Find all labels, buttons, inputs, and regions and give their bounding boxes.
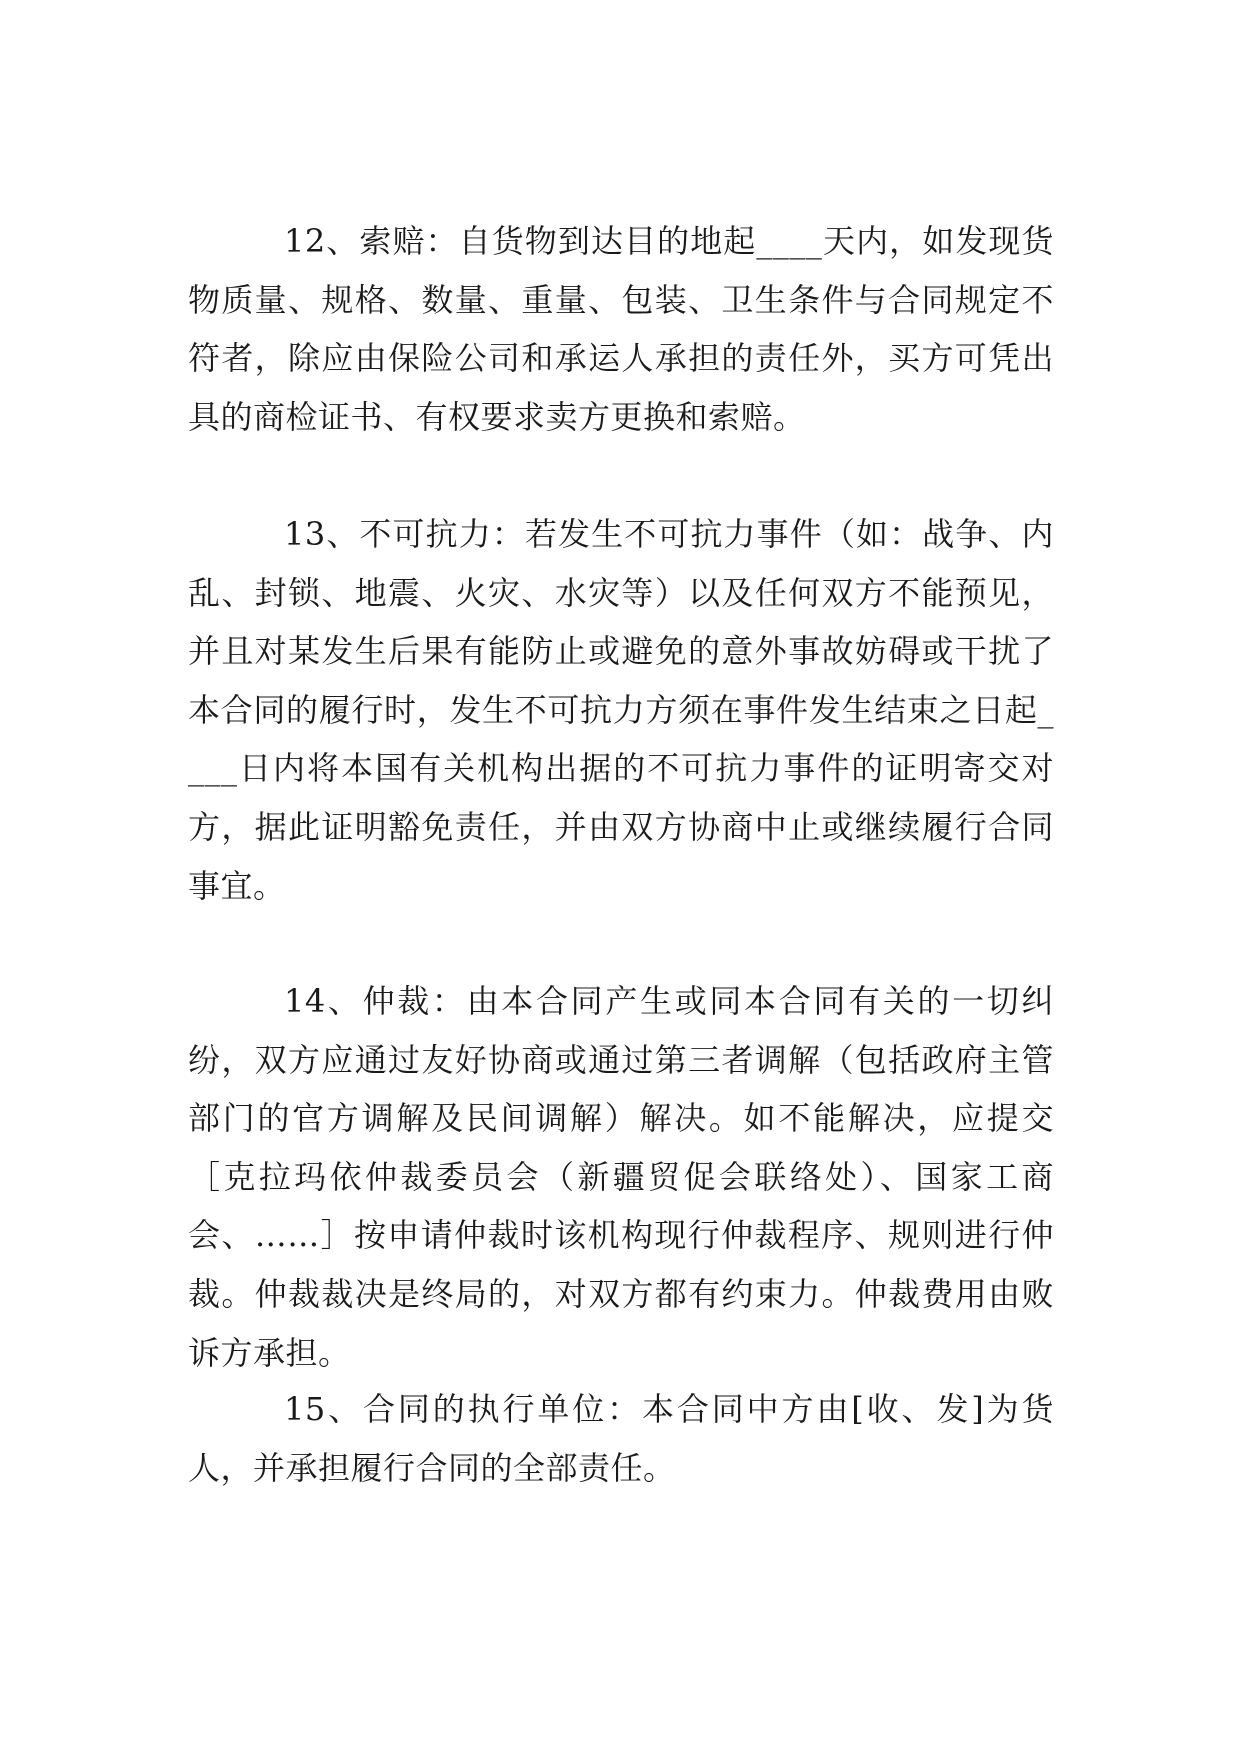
clause-13-force-majeure: 13、不可抗力：若发生不可抗力事件（如：战争、内乱、封锁、地震、火灾、水灾等）以及任何双方不能预见，并且对某发生后果有能防止或避免的意外事故妨碍或干扰了本合同的履行时，发生不可抗力方须在事件发生结束之日起____日内将本国有关机构出据的不可抗力事件的证明寄交对方，据此证明豁免责任，并由双方协商中止或继续履行合同事宜。 (188, 515, 1054, 905)
clause-14-arbitration: 14、仲裁：由本合同产生或同本合同有关的一切纠纷，双方应通过友好协商或通过第三者调解（包括政府主管部门的官方调解及民间调解）解决。如不能解决，应提交［克拉玛依仲裁委员会（新疆贸促会联络处）、国家工商会、……］按申请仲裁时该机构现行仲裁程序、规则进行仲裁。仲裁裁决是终局的，对双方都有约束力。仲裁费用由败诉方承担。 (188, 982, 1054, 1372)
clause-15-executing-unit: 15、合同的执行单位：本合同中方由[收、发]为货人，并承担履行合同的全部责任。 (188, 1390, 1054, 1487)
clause-12-claims: 12、索赔：自货物到达目的地起____天内，如发现货物质量、规格、数量、重量、包装、卫生条件与合同规定不符者，除应由保险公司和承运人承担的责任外，买方可凭出具的商检证书、有权要求卖方更换和索赔。 (188, 222, 1054, 436)
